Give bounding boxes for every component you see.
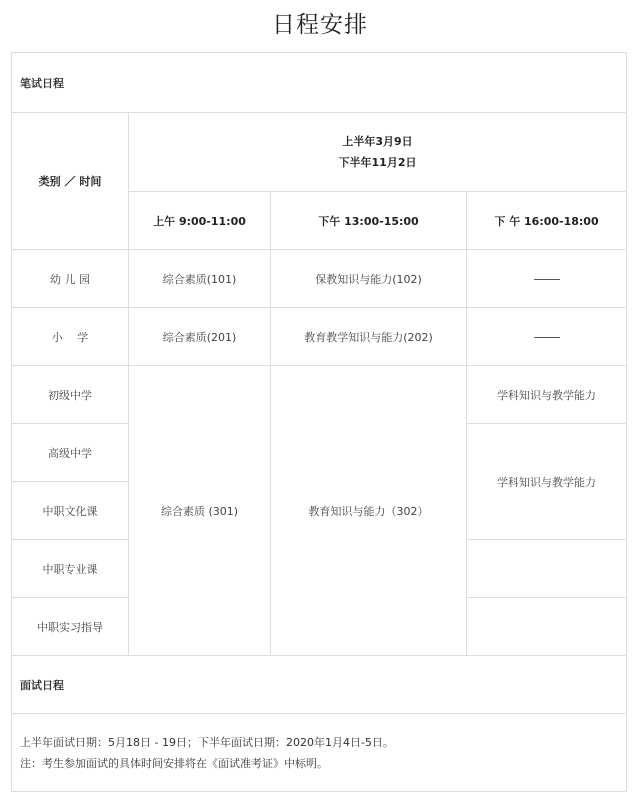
interview-note-text: 注：考生参加面试的具体时间安排将在《面试准考证》中标明。 bbox=[20, 756, 328, 770]
category-primary: 小 学 bbox=[12, 308, 129, 366]
category-vocational-specialty: 中职专业课 bbox=[12, 540, 129, 598]
senior-pm2-subject: 学科知识与教学能力 bbox=[467, 424, 627, 540]
secondary-pm1-subject: 教育知识与能力（302） bbox=[271, 366, 467, 656]
category-kindergarten: 幼 儿 园 bbox=[12, 250, 129, 308]
secondary-am-subject: 综合素质 (301) bbox=[129, 366, 271, 656]
interview-dates-text: 上半年面试日期：5月18日 - 19日；下半年面试日期：2020年1月4日-5日。 bbox=[20, 735, 394, 749]
session-morning: 上午 9:00-11:00 bbox=[129, 192, 271, 250]
kindergarten-am-subject: 综合素质(101) bbox=[129, 250, 271, 308]
table-row bbox=[12, 366, 627, 424]
written-section-label: 笔试日程 bbox=[12, 53, 627, 113]
interview-notes bbox=[12, 714, 627, 792]
empty-cell bbox=[467, 598, 627, 656]
category-senior-middle: 高级中学 bbox=[12, 424, 129, 482]
session-afternoon-1: 下午 13:00-15:00 bbox=[271, 192, 467, 250]
session-afternoon-2: 下 午 16:00-18:00 bbox=[467, 192, 627, 250]
empty-cell bbox=[467, 540, 627, 598]
first-half-date: 上半年3月9日 bbox=[342, 135, 413, 148]
dash-mark bbox=[534, 279, 560, 280]
page-title: 日程安排 bbox=[272, 12, 368, 38]
junior-pm2-subject: 学科知识与教学能力 bbox=[467, 366, 627, 424]
table-row bbox=[12, 308, 627, 366]
dash-mark bbox=[534, 337, 560, 338]
primary-am-subject: 综合素质(201) bbox=[129, 308, 271, 366]
kindergarten-pm1-subject: 保教知识与能力(102) bbox=[271, 250, 467, 308]
table-row bbox=[12, 250, 627, 308]
second-half-date: 下半年11月2日 bbox=[338, 156, 417, 169]
interview-section-label: 面试日程 bbox=[12, 656, 627, 714]
primary-pm1-subject: 教育教学知识与能力(202) bbox=[271, 308, 467, 366]
category-vocational-culture: 中职文化课 bbox=[12, 482, 129, 540]
primary-pm2-none bbox=[467, 308, 627, 366]
exam-dates-header bbox=[129, 113, 627, 192]
schedule-table bbox=[11, 52, 627, 792]
kindergarten-pm2-none bbox=[467, 250, 627, 308]
category-vocational-practice: 中职实习指导 bbox=[12, 598, 129, 656]
category-time-header: 类别 ／ 时间 bbox=[12, 113, 129, 250]
category-junior-middle: 初级中学 bbox=[12, 366, 129, 424]
